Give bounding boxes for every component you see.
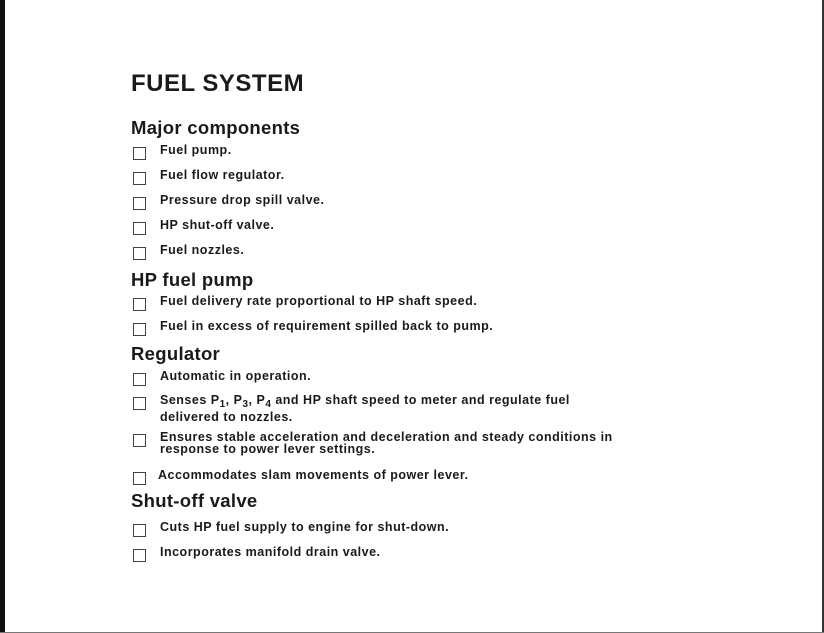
item-text: Fuel flow regulator. [160,168,285,182]
item-text: Pressure drop spill valve. [160,193,325,207]
checkbox[interactable] [133,524,146,537]
item-text: Fuel delivery rate proportional to HP shaft speed. [160,294,478,308]
checkbox[interactable] [133,172,146,185]
page-title: FUEL SYSTEM [131,70,305,97]
item-text-suffix: and HP shaft speed to meter and regulate fuel delivered to nozzles. [160,393,570,424]
checkbox[interactable] [133,472,146,485]
checkbox[interactable] [133,434,146,447]
checkbox[interactable] [133,147,146,160]
section-heading-regulator: Regulator [131,343,221,364]
subscript: 4 [265,399,272,410]
checkbox[interactable] [133,247,146,260]
item-text: Fuel nozzles. [160,243,245,257]
item-text: Ensures stable acceleration and deceleration and steady conditions in response to power lever settings. [160,430,613,456]
item-text [160,394,630,423]
item-text-part: , P [225,393,243,407]
section-heading-shut-off-valve: Shut-off valve [131,490,258,511]
checkbox[interactable] [133,197,146,210]
item-text: HP shut-off valve. [160,218,275,232]
item-text: Accommodates slam movements of power lever. [158,468,469,482]
item-text-part: , P [248,393,266,407]
checkbox[interactable] [133,222,146,235]
checkbox[interactable] [133,373,146,386]
checkbox[interactable] [133,323,146,336]
item-text-prefix: Senses P [160,393,220,407]
section-heading-hp-fuel-pump: HP fuel pump [131,269,254,290]
item-text: Incorporates manifold drain valve. [160,545,381,559]
page-edge-left [0,0,5,633]
checkbox[interactable] [133,298,146,311]
item-text: Fuel pump. [160,143,232,157]
section-heading-major-components: Major components [131,117,301,138]
subscript: 3 [242,399,249,410]
subscript: 1 [219,399,226,410]
item-text: Cuts HP fuel supply to engine for shut-down. [160,520,450,534]
checkbox[interactable] [133,549,146,562]
item-text: Fuel in excess of requirement spilled back to pump. [160,319,494,333]
checkbox[interactable] [133,397,146,410]
item-text: Automatic in operation. [160,369,312,383]
